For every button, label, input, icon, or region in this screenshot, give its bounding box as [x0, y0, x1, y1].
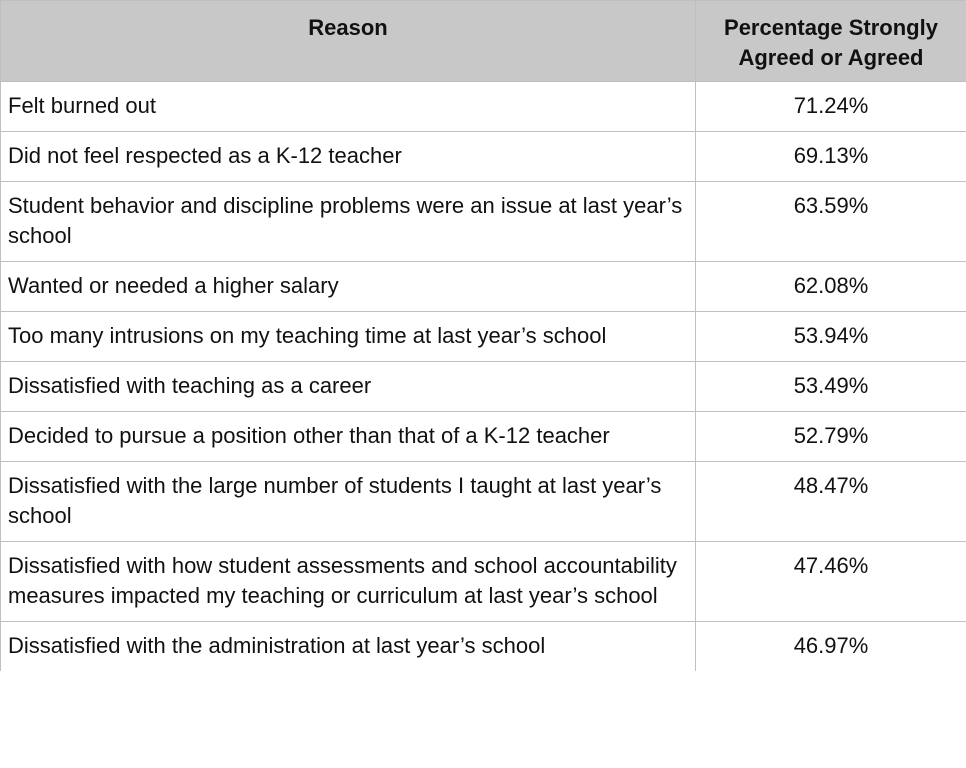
reason-cell: Dissatisfied with the administration at last year’s school [1, 622, 696, 672]
percentage-cell: 53.49% [696, 362, 966, 412]
table-row [1, 312, 966, 362]
reason-cell: Dissatisfied with how student assessments and school accountability measures impacted my teaching or curriculum at last year’s school [1, 542, 696, 622]
table-row [1, 542, 966, 622]
percentage-cell: 69.13% [696, 132, 966, 182]
percentage-cell: 71.24% [696, 82, 966, 132]
header-percentage: Percentage Strongly Agreed or Agreed [696, 1, 966, 82]
reason-cell: Felt burned out [1, 82, 696, 132]
reason-cell: Did not feel respected as a K-12 teacher [1, 132, 696, 182]
reason-cell: Dissatisfied with teaching as a career [1, 362, 696, 412]
table-row [1, 362, 966, 412]
table-body [1, 82, 966, 672]
table-row [1, 132, 966, 182]
table-row [1, 82, 966, 132]
reason-cell: Dissatisfied with the large number of students I taught at last year’s school [1, 462, 696, 542]
table-row [1, 262, 966, 312]
header-reason: Reason [1, 1, 696, 82]
table-row [1, 622, 966, 672]
percentage-cell: 62.08% [696, 262, 966, 312]
percentage-cell: 52.79% [696, 412, 966, 462]
reason-cell: Too many intrusions on my teaching time at last year’s school [1, 312, 696, 362]
table-header [1, 1, 966, 82]
percentage-cell: 53.94% [696, 312, 966, 362]
percentage-cell: 46.97% [696, 622, 966, 672]
table-row [1, 462, 966, 542]
reason-cell: Wanted or needed a higher salary [1, 262, 696, 312]
percentage-cell: 47.46% [696, 542, 966, 622]
reason-cell: Decided to pursue a position other than that of a K-12 teacher [1, 412, 696, 462]
percentage-cell: 63.59% [696, 182, 966, 262]
table-row [1, 182, 966, 262]
reason-cell: Student behavior and discipline problems were an issue at last year’s school [1, 182, 696, 262]
percentage-cell: 48.47% [696, 462, 966, 542]
table-row [1, 412, 966, 462]
header-row [1, 1, 966, 82]
